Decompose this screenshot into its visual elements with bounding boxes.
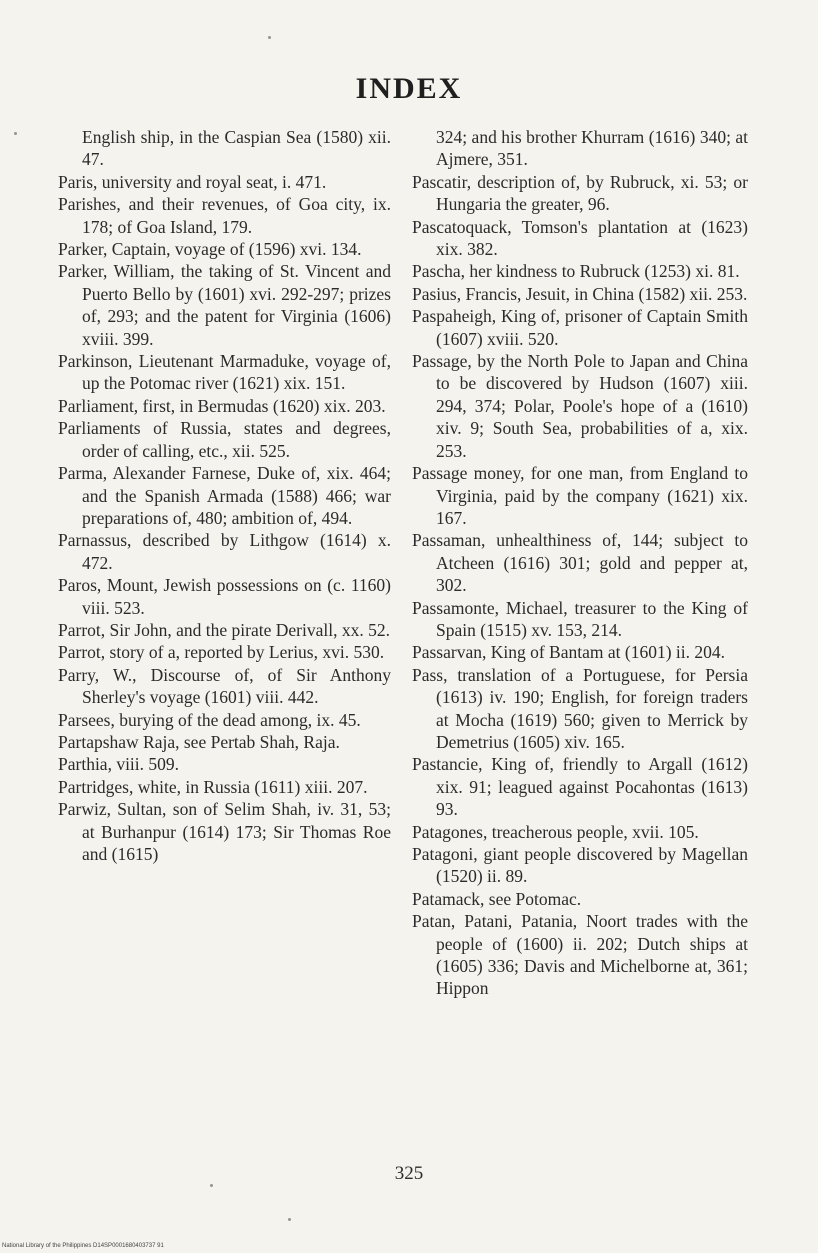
index-entry: Parthia, viii. 509. (58, 754, 180, 775)
index-entry: Paros, Mount, Jewish possessions on (c. 1160) viii. 523. (58, 575, 391, 618)
index-entry: 324; and his brother Khurram (1616) 340; at Ajmere, 351. (436, 127, 748, 170)
index-entry: Partridges, white, in Russia (1611) xiii. 207. (58, 776, 368, 797)
scan-speck (288, 1218, 291, 1221)
index-entry: Paspaheigh, King of, prisoner of Captain Smith (1607) xviii. 520. (412, 306, 748, 349)
index-column-right (412, 126, 748, 1000)
index-entry: Parry, W., Discourse of, of Sir Anthony Sherley's voyage (1601) viii. 442. (58, 664, 391, 708)
index-entry: Pastancie, King of, friendly to Argall (1612) xix. 91; leagued against Pocahontas (1613) 93. (412, 754, 748, 820)
scan-speck (14, 132, 17, 135)
index-entry: Pass, translation of a Portuguese, for Persia (1613) iv. 190; English, for foreign traders at Mocha (1619) 560; given to Merrick by Demetrius (1605) xiv. 165. (412, 664, 748, 752)
index-entry: Parsees, burying of the dead among, ix. 45. (58, 709, 361, 730)
index-entry: Patamack, see Potomac. (412, 888, 582, 909)
page-number: 325 (394, 1163, 424, 1184)
index-entry: Pascatoquack, Tomson's plantation at (1623) xix. 382. (412, 216, 748, 260)
index-entry: Pascha, her kindness to Rubruck (1253) xi. 81. (412, 261, 740, 282)
index-entry: Passage money, for one man, from England to Virginia, paid by the company (1621) xix. 167. (412, 463, 748, 528)
index-column-left (58, 126, 391, 865)
index-entry: Passarvan, King of Bantam at (1601) ii. 204. (412, 642, 726, 663)
index-entry: Paris, university and royal seat, i. 471. (58, 171, 327, 192)
index-entry: Parishes, and their revenues, of Goa city, ix. 178; of Goa Island, 179. (58, 194, 391, 237)
index-entry: Passage, by the North Pole to Japan and China to be discovered by Hudson (1607) xiii. 294, 374; Polar, Poole's hope of a (1610) xiv. 9; South Sea, probabilities of a, xix. 253. (412, 351, 748, 461)
index-entry: Passamonte, Michael, treasurer to the King of Spain (1515) xv. 153, 214. (412, 597, 748, 640)
index-entry: Parma, Alexander Farnese, Duke of, xix. 464; and the Spanish Armada (1588) 466; war preparations of, 480; ambition of, 494. (58, 463, 391, 528)
index-entry: Parker, Captain, voyage of (1596) xvi. 134. (58, 239, 362, 260)
index-entry: Patagoni, giant people discovered by Magellan (1520) ii. 89. (412, 844, 748, 887)
index-entry: Patan, Patani, Patania, Noort trades with the people of (1600) ii. 202; Dutch ships at (1605) 336; Davis and Michelborne at, 361; Hippon (412, 911, 748, 999)
page-title: INDEX (355, 72, 463, 105)
index-entry: English ship, in the Caspian Sea (1580) xii. 47. (82, 127, 391, 170)
index-entry: Parliaments of Russia, states and degrees, order of calling, etc., xii. 525. (58, 418, 391, 461)
index-entry: Parwiz, Sultan, son of Selim Shah, iv. 31, 53; at Burhanpur (1614) 173; Sir Thomas Roe and (1615) (58, 799, 391, 864)
scan-footer: National Library of the Philippines D14SP0001680403737 91 (2, 1243, 164, 1249)
index-entry: Pascatir, description of, by Rubruck, xi. 53; or Hungaria the greater, 96. (412, 171, 748, 215)
index-entry: Parrot, story of a, reported by Lerius, xvi. 530. (58, 642, 385, 663)
scan-speck (268, 36, 271, 39)
index-entry: Parkinson, Lieutenant Marmaduke, voyage of, up the Potomac river (1621) xix. 151. (58, 351, 391, 394)
index-entry: Parliament, first, in Bermudas (1620) xix. 203. (58, 395, 386, 416)
index-entry: Parker, William, the taking of St. Vincent and Puerto Bello by (1601) xvi. 292-297; prizes of, 293; and the patent for Virginia (1606) xviii. 399. (58, 261, 391, 349)
index-entry: Pasius, Francis, Jesuit, in China (1582) xii. 253. (412, 283, 748, 304)
index-entry: Passaman, unhealthiness of, 144; subject to Atcheen (1616) 301; gold and pepper at, 302. (412, 530, 748, 596)
index-entry: Parnassus, described by Lithgow (1614) x. 472. (58, 530, 391, 573)
scan-speck (210, 1184, 213, 1187)
index-entry: Patagones, treacherous people, xvii. 105. (412, 821, 699, 842)
index-entry: Parrot, Sir John, and the pirate Derivall, xx. 52. (58, 619, 390, 640)
index-entry: Partapshaw Raja, see Pertab Shah, Raja. (58, 731, 340, 752)
